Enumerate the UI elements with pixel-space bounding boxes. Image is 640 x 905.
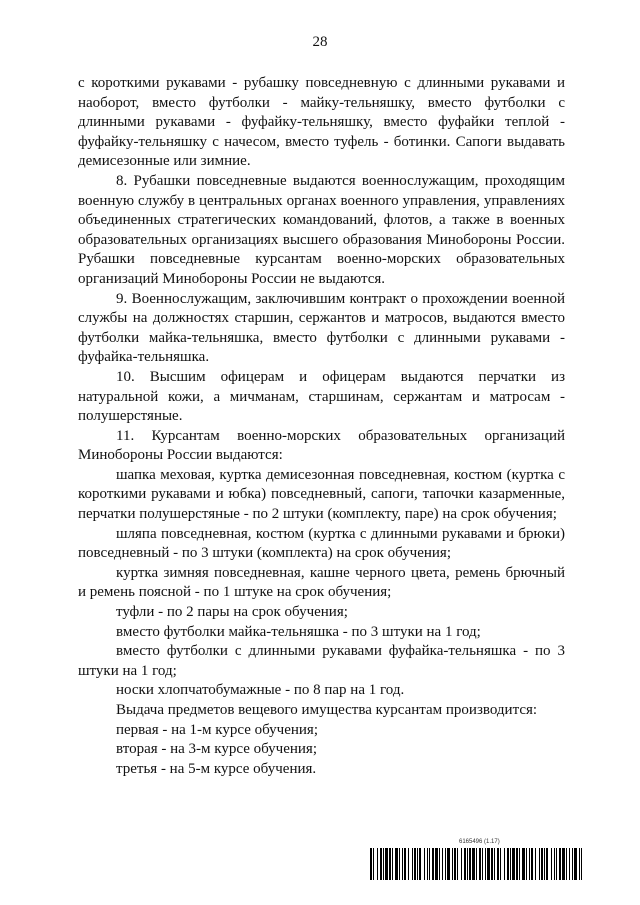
barcode-icon xyxy=(370,848,582,880)
document-body xyxy=(78,74,565,779)
page-number: 28 xyxy=(312,34,328,50)
paragraph: вместо футболки майка-тельняшка - по 3 штуки на 1 год; xyxy=(116,623,481,640)
paragraph: 11. Курсантам военно-морских образовательных организаций Минобороны России выдаются: xyxy=(78,427,565,464)
paragraph: куртка зимняя повседневная, кашне черного цвета, ремень брючный и ремень поясной - по 1 штуке на срок обучения; xyxy=(78,564,565,601)
paragraph: вторая - на 3-м курсе обучения; xyxy=(116,741,317,758)
paragraph: туфли - по 2 пары на срок обучения; xyxy=(116,604,348,621)
paragraph: 8. Рубашки повседневные выдаются военнослужащим, проходящим военную службу в центральных органах военного управления, управлениях объединенных стратегических командований, флотов, а также в военных образовательных организациях высшего образования Минобороны России. Рубашки повседневные курсантам военно-морских образовательных организаций Минобороны России не выдаются. xyxy=(78,172,565,287)
paragraph: вместо футболки с длинными рукавами фуфайка-тельняшка - по 3 штуки на 1 год; xyxy=(78,643,565,679)
paragraph: Выдача предметов вещевого имущества курсантам производится: xyxy=(116,702,538,718)
paragraph: шапка меховая, куртка демисезонная повседневная, костюм (куртка с короткими рукавами и юбка) повседневный, сапоги, тапочки казарменные, перчатки полушерстяные - по 2 штуки (комплекту, паре) на срок обучения; xyxy=(78,466,565,523)
paragraph: 9. Военнослужащим, заключившим контракт о прохождении военной службы на должностях старшин, сержантов и матросов, выдаются вместо футболки майка-тельняшка, вместо футболки с длинными рукавами - фуфайка-тельняшка. xyxy=(78,290,565,366)
paragraph: носки хлопчатобумажные - по 8 пар на 1 год. xyxy=(116,682,405,699)
barcode-id: 6165496 (1.17) xyxy=(459,839,500,845)
paragraph: 10. Высшим офицерам и офицерам выдаются перчатки из натуральной кожи, а мичманам, старшинам, сержантам и матросам - полушерстяные. xyxy=(78,368,565,425)
paragraph: третья - на 5-м курсе обучения. xyxy=(116,760,317,777)
paragraph: шляпа повседневная, костюм (куртка с длинными рукавами и брюки) повседневный - по 3 штуки (комплекта) на срок обучения; xyxy=(78,525,565,562)
paragraph: с короткими рукавами - рубашку повседневную с длинными рукавами и наоборот, вместо футболки - майку-тельняшку, вместо футболки с длинными рукавами - фуфайку-тельняшку, вместо фуфайки теплой - фуфайку-тельняшку с начесом, вместо туфель - ботинки. Сапоги выдавать демисезонные или зимние. xyxy=(78,75,565,170)
paragraph: первая - на 1-м курсе обучения; xyxy=(116,721,319,738)
